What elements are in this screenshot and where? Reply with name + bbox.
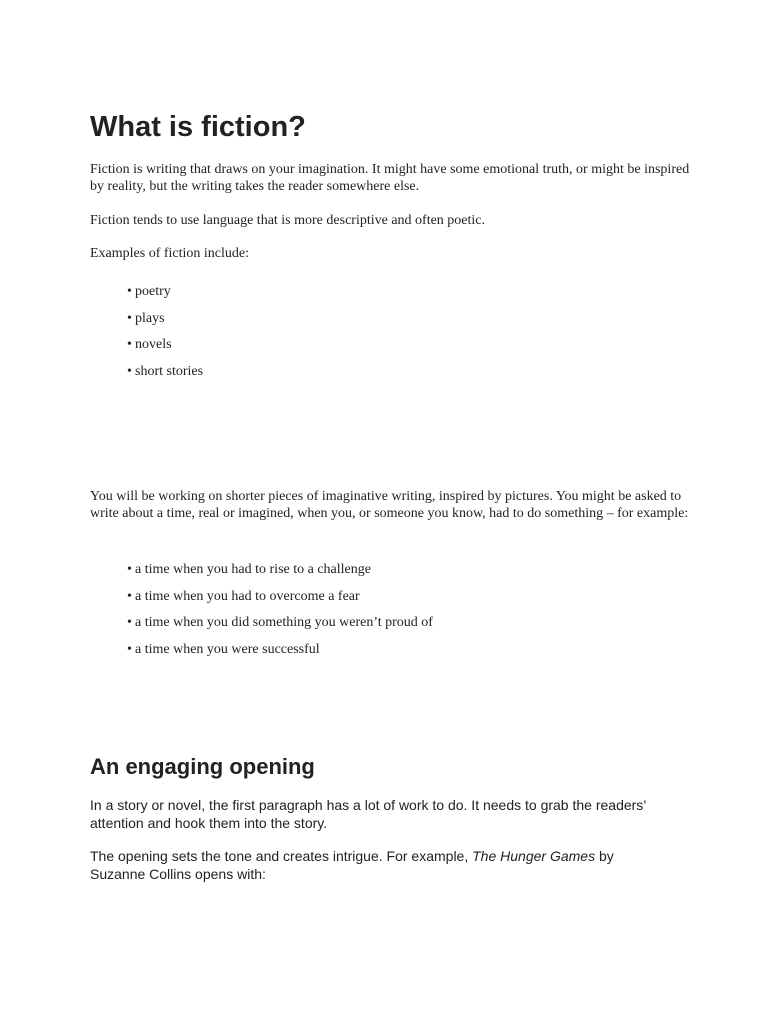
list-item: • a time when you had to rise to a challenge (127, 562, 371, 577)
section-heading: An engaging opening (90, 754, 315, 779)
list-item: • a time when you were successful (127, 642, 320, 658)
list-item: • poetry (127, 284, 171, 299)
intro-paragraph: Fiction is writing that draws on your imagination. It might have some emotional truth, or might be inspired by reality, but the writing takes the reader somewhere else. (90, 162, 690, 194)
book-title: The Hunger Games (472, 848, 596, 864)
bullet-icon: • (127, 615, 132, 631)
bullet-icon: • (127, 310, 132, 326)
list-item: • short stories (127, 364, 204, 380)
bullet-icon: • (127, 642, 132, 658)
bullet-icon: • (127, 284, 132, 299)
bullet-icon: • (127, 588, 132, 604)
intro-paragraph: Examples of fiction include: (90, 246, 250, 261)
list-item: • a time when you had to overcome a fear (127, 588, 360, 604)
intro-paragraph: Fiction tends to use language that is more descriptive and often poetic. (90, 213, 486, 228)
opening-paragraph: In a story or novel, the first paragraph has a lot of work to do. It needs to grab the readers’ attention and hook them into the story. (90, 797, 646, 831)
task-examples-list (127, 561, 433, 668)
list-item: • a time when you did something you weren’t proud of (127, 615, 433, 631)
page-title: What is fiction? (90, 111, 306, 143)
list-item: • novels (127, 337, 172, 353)
list-item: • plays (127, 310, 165, 326)
example-paragraph: The opening sets the tone and creates intrigue. For example, The Hunger Games by Suzanne Collins opens with: (90, 848, 614, 882)
task-paragraph: You will be working on shorter pieces of imaginative writing, inspired by pictures. You might be asked to write about a time, real or imagined, when you, or someone you know, had to do something – for example: (90, 489, 689, 521)
fiction-examples-list (127, 283, 203, 390)
bullet-icon: • (127, 337, 132, 353)
bullet-icon: • (127, 562, 132, 577)
bullet-icon: • (127, 364, 132, 380)
